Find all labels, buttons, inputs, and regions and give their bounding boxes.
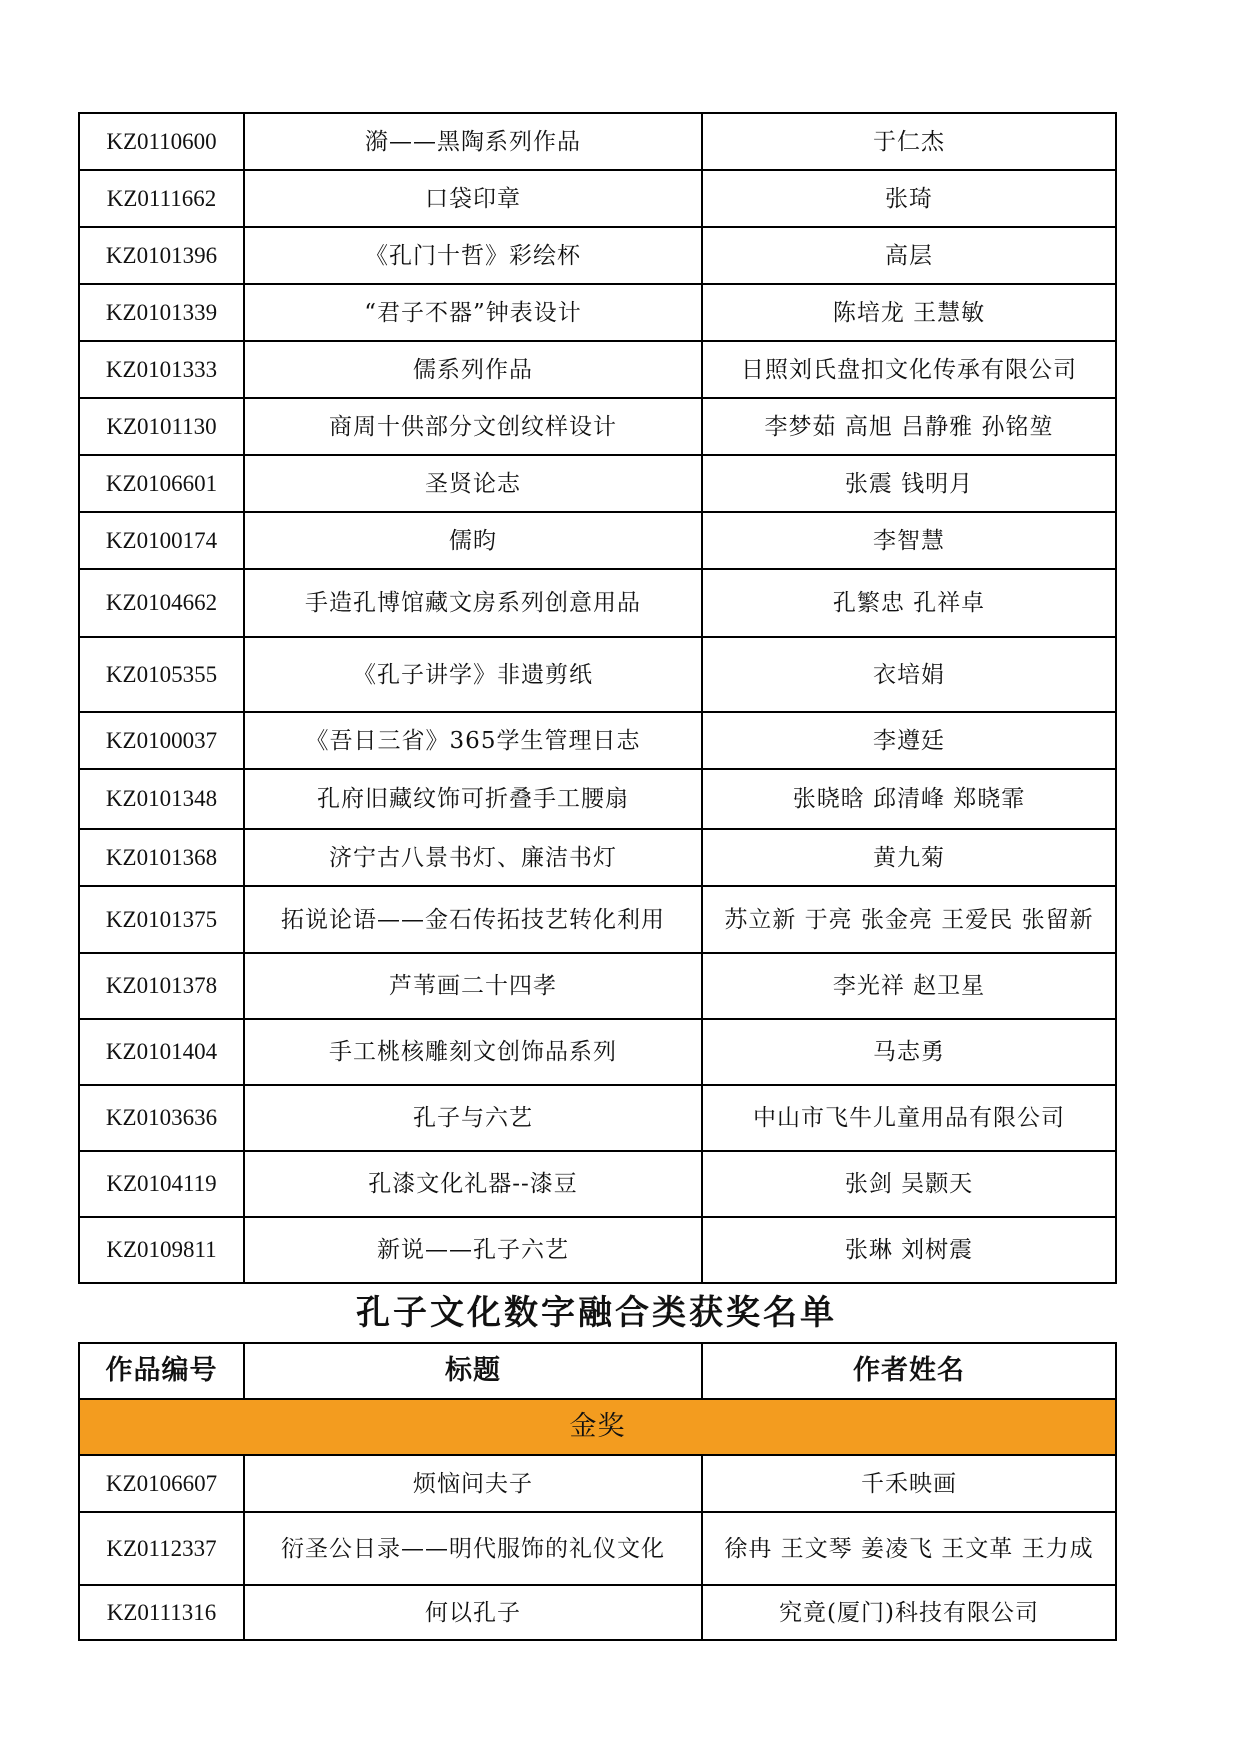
cell-code: KZ0101404 [79, 1019, 244, 1085]
cell-author: 于仁杰 [702, 113, 1116, 170]
table-row [79, 512, 1116, 569]
table-row [79, 1151, 1116, 1217]
cell-author: 马志勇 [702, 1019, 1116, 1085]
cell-title: 何以孔子 [244, 1585, 702, 1640]
table-row [79, 1585, 1116, 1640]
cell-author: 张震 钱明月 [702, 455, 1116, 512]
table-row [79, 637, 1116, 712]
cell-title: 孔子与六艺 [244, 1085, 702, 1151]
cell-title: 手造孔博馆藏文房系列创意用品 [244, 569, 702, 637]
table-row [79, 398, 1116, 455]
cell-title: 商周十供部分文创纹样设计 [244, 398, 702, 455]
table-row [79, 284, 1116, 341]
table-row [79, 769, 1116, 829]
cell-author: 高层 [702, 227, 1116, 284]
cell-title: 孔府旧藏纹饰可折叠手工腰扇 [244, 769, 702, 829]
cell-title: 孔漆文化礼器--漆豆 [244, 1151, 702, 1217]
cell-author: 李遵廷 [702, 712, 1116, 769]
cell-code: KZ0101375 [79, 886, 244, 953]
cell-code: KZ0105355 [79, 637, 244, 712]
table-row [79, 113, 1116, 170]
cell-code: KZ0106607 [79, 1455, 244, 1512]
cell-title: 《吾日三省》365学生管理日志 [244, 712, 702, 769]
cell-code: KZ0104119 [79, 1151, 244, 1217]
cell-title: 手工桃核雕刻文创饰品系列 [244, 1019, 702, 1085]
table-row [79, 1512, 1116, 1585]
awards-table-continued [78, 112, 1117, 1284]
table-row [79, 1217, 1116, 1283]
table-row [79, 886, 1116, 953]
cell-author: 苏立新 于亮 张金亮 王爱民 张留新 [702, 886, 1116, 953]
header-code: 作品编号 [79, 1343, 244, 1399]
header-author: 作者姓名 [702, 1343, 1116, 1399]
cell-code: KZ0103636 [79, 1085, 244, 1151]
cell-title: 口袋印章 [244, 170, 702, 227]
cell-code: KZ0106601 [79, 455, 244, 512]
cell-title: 《孔门十哲》彩绘杯 [244, 227, 702, 284]
table-row [79, 341, 1116, 398]
cell-title: 拓说论语——金石传拓技艺转化利用 [244, 886, 702, 953]
table-row [79, 1019, 1116, 1085]
cell-code: KZ0101368 [79, 829, 244, 886]
cell-author: 究竟(厦门)科技有限公司 [702, 1585, 1116, 1640]
cell-title: 漪——黑陶系列作品 [244, 113, 702, 170]
cell-author: 陈培龙 王慧敏 [702, 284, 1116, 341]
cell-title: 济宁古八景书灯、廉洁书灯 [244, 829, 702, 886]
cell-title: 衍圣公日录——明代服饰的礼仪文化 [244, 1512, 702, 1585]
cell-title: 儒系列作品 [244, 341, 702, 398]
cell-author: 孔繁忠 孔祥卓 [702, 569, 1116, 637]
header-title: 标题 [244, 1343, 702, 1399]
cell-code: KZ0101130 [79, 398, 244, 455]
cell-title: 芦苇画二十四孝 [244, 953, 702, 1019]
cell-author: 李智慧 [702, 512, 1116, 569]
table-row [79, 1455, 1116, 1512]
cell-title: 圣贤论志 [244, 455, 702, 512]
digital-fusion-awards-table [78, 1342, 1117, 1641]
cell-code: KZ0101378 [79, 953, 244, 1019]
cell-code: KZ0100174 [79, 512, 244, 569]
cell-code: KZ0101339 [79, 284, 244, 341]
cell-code: KZ0101396 [79, 227, 244, 284]
cell-title: 《孔子讲学》非遗剪纸 [244, 637, 702, 712]
cell-title: 新说——孔子六艺 [244, 1217, 702, 1283]
cell-author: 徐冉 王文琴 姜凌飞 王文革 王力成 [702, 1512, 1116, 1585]
cell-author: 中山市飞牛儿童用品有限公司 [702, 1085, 1116, 1151]
cell-author: 千禾映画 [702, 1455, 1116, 1512]
cell-code: KZ0104662 [79, 569, 244, 637]
table-row [79, 227, 1116, 284]
cell-code: KZ0111662 [79, 170, 244, 227]
table-row [79, 569, 1116, 637]
cell-author: 李光祥 赵卫星 [702, 953, 1116, 1019]
cell-title: 烦恼问夫子 [244, 1455, 702, 1512]
cell-author: 黄九菊 [702, 829, 1116, 886]
table-row [79, 953, 1116, 1019]
award-category-row [79, 1399, 1116, 1455]
cell-code: KZ0110600 [79, 113, 244, 170]
table-row [79, 829, 1116, 886]
cell-code: KZ0112337 [79, 1512, 244, 1585]
cell-code: KZ0100037 [79, 712, 244, 769]
cell-title: “君子不器”钟表设计 [244, 284, 702, 341]
section-title: 孔子文化数字融合类获奖名单 [356, 1293, 837, 1333]
table-row [79, 1085, 1116, 1151]
table-row [79, 712, 1116, 769]
cell-author: 张琦 [702, 170, 1116, 227]
cell-author: 张剑 吴颢天 [702, 1151, 1116, 1217]
cell-code: KZ0111316 [79, 1585, 244, 1640]
table-row [79, 170, 1116, 227]
cell-code: KZ0101348 [79, 769, 244, 829]
cell-code: KZ0109811 [79, 1217, 244, 1283]
table-row [79, 455, 1116, 512]
cell-author: 张晓晗 邱清峰 郑晓霏 [702, 769, 1116, 829]
cell-author: 李梦茹 高旭 吕静雅 孙铭堃 [702, 398, 1116, 455]
cell-code: KZ0101333 [79, 341, 244, 398]
table-header-row [79, 1343, 1116, 1399]
cell-title: 儒昀 [244, 512, 702, 569]
award-gold-label: 金奖 [79, 1399, 1116, 1455]
cell-author: 衣培娟 [702, 637, 1116, 712]
cell-author: 日照刘氏盘扣文化传承有限公司 [702, 341, 1116, 398]
cell-author: 张琳 刘树震 [702, 1217, 1116, 1283]
